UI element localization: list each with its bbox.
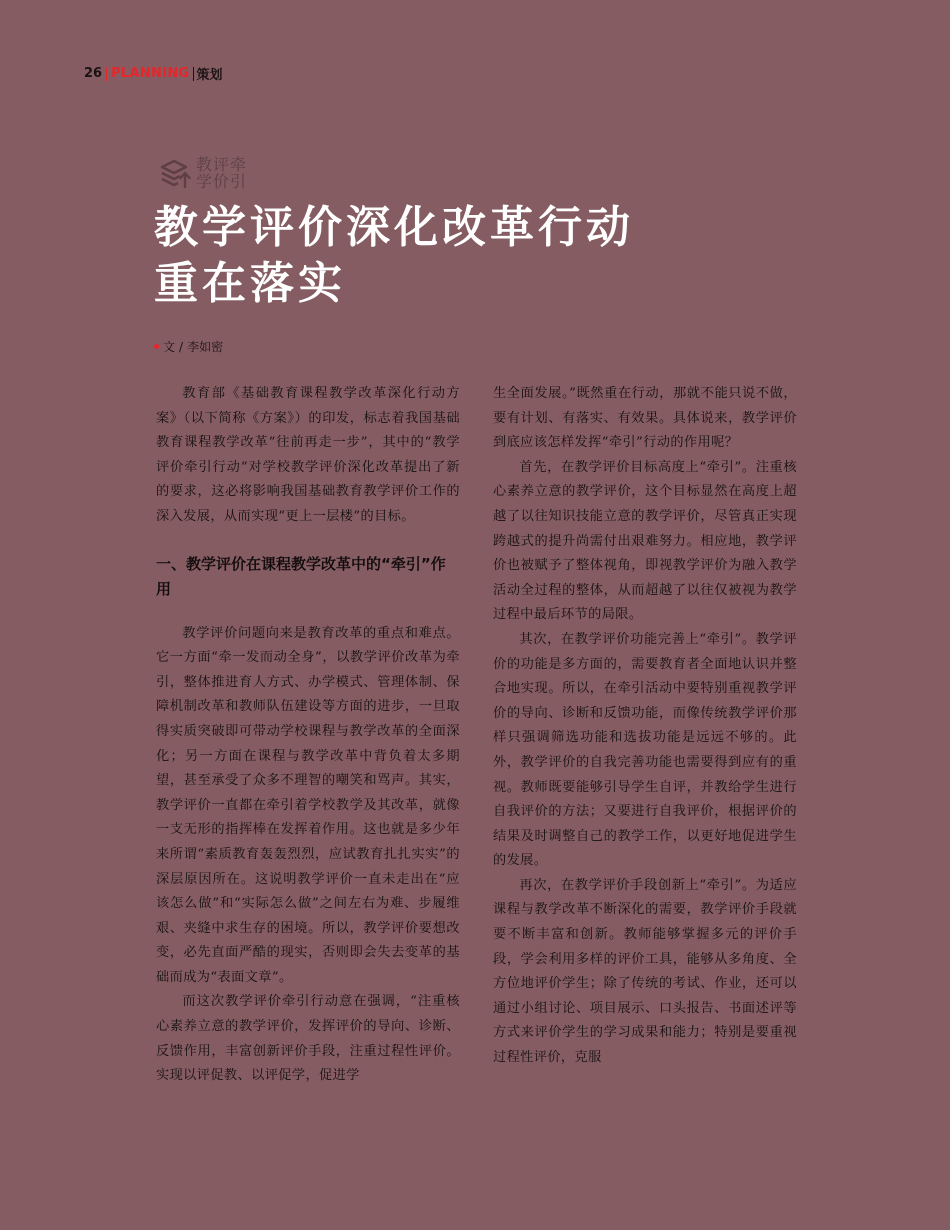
article-title: 教学评价深化改革行动 重在落实 <box>154 202 634 309</box>
column-tag <box>158 156 247 190</box>
body-paragraph: 教育部《基础教育课程教学改革深化行动方案》（以下简称《方案》）的印发，标志着我国基础教育课程教学改革“往前再走一步”，其中的“教学评价牵引行动”对学校教学评价深化改革提出了新的要求，这必将影响我国基础教育教学评价工作的深入发展，从而实现“更上一层楼”的目标。 <box>156 386 460 524</box>
page-number: 26 <box>84 66 103 81</box>
author-name: 李如密 <box>187 340 224 354</box>
layers-arrow-icon <box>158 156 192 190</box>
section-name-en: PLANNING <box>111 66 190 81</box>
header-divider <box>193 67 194 81</box>
byline <box>154 338 223 355</box>
section-name-cn: 策划 <box>196 68 223 83</box>
column-tag-line: 学价引 <box>196 172 248 191</box>
body-paragraph: 其次，在教学评价功能完善上“牵引”。教学评价的功能是多方面的，需要教育者全面地认识并整合地实现。所以，在牵引活动中要特别重视教学评价的导向、诊断和反馈功能，而像传统教学评价那样只强调筛选功能和选拔功能是远远不够的。此外，教学评价的自我完善功能也需要得到应有的重视。教师既要能够引导学生自评，并教给学生进行自我评价的方法；又要进行自我评价，根据评价的结果及时调整自己的教学工作，以更好地促进学生的发展。 <box>493 631 797 869</box>
bullet-dot <box>154 344 159 349</box>
byline-prefix: 文 <box>163 340 176 354</box>
article-column-right <box>493 382 797 1071</box>
body-paragraph: 生全面发展。”既然重在行动，那就不能只说不做，要有计划、有落实、有效果。具体说来，教学评价到底应该怎样发挥“牵引”行动的作用呢？ <box>493 386 797 451</box>
header-divider <box>106 67 107 81</box>
section-heading: 一、教学评价在课程教学改革中的“牵引”作用 <box>156 554 446 598</box>
running-header <box>84 64 223 83</box>
body-paragraph: 首先，在教学评价目标高度上“牵引”。注重核心素养立意的教学评价，这个目标显然在高度上超越了以往知识技能立意的教学评价，尽管真正实现跨越式的提升尚需付出艰难努力。相应地，教学评价也被赋予了整体视角，即视教学评价为融入教学活动全过程的整体，从而超越了以往仅被视为教学过程中最后环节的局限。 <box>493 459 797 623</box>
column-tag-line: 教评牵 <box>196 155 248 174</box>
body-paragraph: 再次，在教学评价手段创新上“牵引”。为适应课程与教学改革不断深化的需要，教学评价手段就要不断丰富和创新。教师能够掌握多元的评价手段，学会利用多样的评价工具，能够从多角度、全方位地评价学生；除了传统的考试、作业，还可以通过小组讨论、项目展示、口头报告、书面述评等方式来评价学生的学习成果和能力；特别是要重视过程性评价，克服 <box>493 877 797 1066</box>
body-paragraph: 而这次教学评价牵引行动意在强调，“注重核心素养立意的教学评价，发挥评价的导向、诊断、反馈作用，丰富创新评价手段，注重过程性评价。实现以评促教、以评促学，促进学 <box>156 994 460 1084</box>
article-column-left <box>156 382 460 1089</box>
byline-slash: / <box>179 339 184 354</box>
column-tag-label <box>196 156 247 190</box>
body-paragraph: 教学评价问题向来是教育改革的重点和难点。它一方面“牵一发而动全身”，以教学评价改革为牵引，整体推进育人方式、办学模式、管理体制、保障机制改革和教师队伍建设等方面的进步，一旦取得实质突破即可带动学校课程与教学改革的全面深化；另一方面在课程与教学改革中背负着太多期望，甚至承受了众多不理智的嘲笑和骂声。其实，教学评价一直都在牵引着学校教学及其改革，就像一支无形的指挥棒在发挥着作用。这也就是多少年来所谓“素质教育轰轰烈烈，应试教育扎扎实实”的深层原因所在。这说明教学评价一直未走出在“应该怎么做”和“实际怎么做”之间左右为难、步履维艰、夹缝中求生存的困境。所以，教学评价要想改变，必先直面严酷的现实，否则即会失去变革的基础而成为“表面文章”。 <box>156 625 460 985</box>
